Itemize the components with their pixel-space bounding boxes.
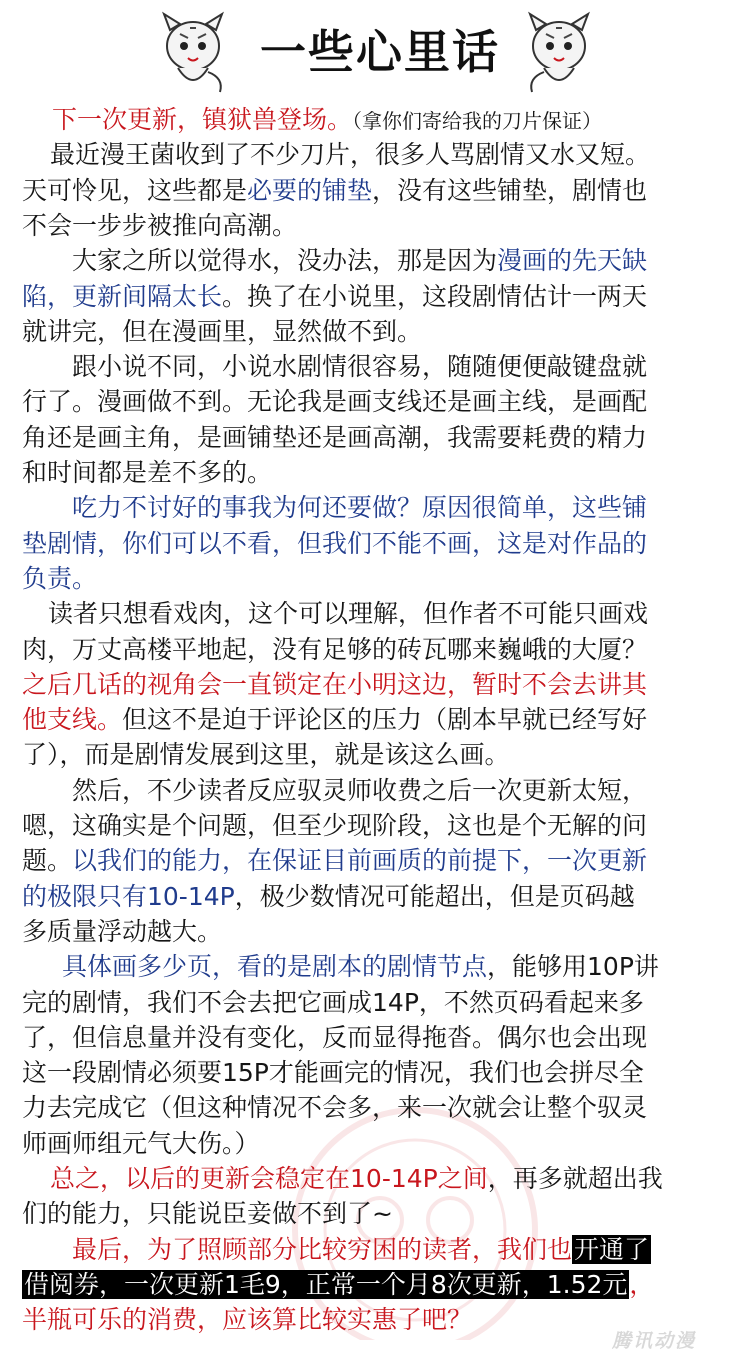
text-line [22,1018,647,1058]
text-segment: 角还是画主角，是画铺垫还是画高潮，我需要耗费的精力 [22,422,648,452]
text-line [72,1230,651,1270]
text-segment: 天可怜见，这些都是 [22,175,248,205]
text-segment: 跟小说不同，小说水剧情很容易，随随便便敲键盘就 [72,352,648,382]
text-segment: 他支线。 [22,705,123,735]
text-line [22,912,222,952]
text-segment: 大家之所以觉得水，没办法，那是因为 [72,246,498,276]
text-line [22,1053,644,1093]
text-line [22,841,647,881]
text-segment: 完的剧情，我们不会去把它画成14P，不然页码看起来多 [22,987,644,1017]
publisher-logo: 腾讯动漫 [612,1330,697,1352]
text-line [22,983,644,1023]
text-segment: ， [629,1269,655,1299]
text-segment: ，没有这些铺垫，剧情也 [372,175,648,205]
text-line [22,312,422,352]
text-line [22,1194,393,1234]
text-line [22,277,647,317]
text-line [50,1159,663,1199]
highlighted-text: 开通了 [574,1234,650,1264]
text-segment: 陷，更新间隔太长 [22,281,223,311]
text-line [72,241,647,281]
text-line [22,1265,654,1305]
text-line [22,735,510,775]
text-segment: 漫画的先天缺 [497,246,648,276]
text-segment: 但这不是迫于评论区的压力（剧本早就已经写好 [122,705,648,735]
text-line [22,418,647,458]
text-segment: 半瓶可乐的消费，应该算比较实惠了吧？ [22,1305,473,1335]
text-segment: 力去完成它（但这种情况不会多，来一次就会让整个驭灵 [22,1093,648,1123]
text-segment: 垫剧情，你们可以不看，但我们不能不画，这是对作品的 [22,528,648,558]
text-line [22,1124,260,1164]
text-segment: 然后，不少读者反应驭灵师收费之后一次更新太短， [72,775,648,805]
text-segment: 嗯，这确实是个问题，但至少现阶段，这也是个无解的问 [22,811,648,840]
text-line [22,806,647,846]
text-segment: 和时间都是差不多的。 [22,458,273,487]
text-line [22,1088,647,1128]
text-line [22,206,297,246]
text-line [72,771,647,811]
text-segment: 的极限只有10-14P [22,881,235,911]
text-segment: 最后，为了照顾部分比较穷困的读者，我们也 [72,1234,573,1264]
text-line [22,524,647,564]
text-line [22,665,647,705]
page-title: 一些心里话 [260,25,500,79]
text-line [22,382,647,422]
text-line [22,630,647,670]
text-segment: 吃力不讨好的事我为何还要做？原因很简单，这些铺 [72,493,648,523]
text-line [50,135,650,175]
text-segment: ，再多就超出我 [487,1164,663,1193]
text-segment: 必要的铺垫 [247,175,373,205]
text-segment: 具体画多少页，看的是剧本的剧情节点 [62,952,488,982]
text-segment: 肉，万丈高楼平地起，没有足够的砖瓦哪来巍峨的大厦？ [22,634,648,664]
text-segment: 读者只想看戏肉，这个可以理解，但作者不可能只画戏 [48,599,649,629]
text-segment: 多质量浮动越大。 [22,916,223,946]
highlighted-text: 借阅券，一次更新1毛9，正常一个月8次更新，1.52元 [24,1269,628,1299]
text-segment: 以我们的能力，在保证目前画质的前提下，一次更新 [72,846,648,876]
text-segment: 之后几话的视角会一直锁定在小明这边，暂时不会去讲其 [22,669,648,699]
text-line [52,100,602,140]
text-segment: 负责。 [22,563,98,593]
text-line [72,488,647,528]
text-segment: （拿你们寄给我的刀片保证） [352,109,603,133]
text-segment: 总之，以后的更新会稳定在10-14P之间 [50,1164,488,1193]
text-segment: 了），而是剧情发展到这里，就是该这么画。 [22,740,510,770]
text-segment: 行了。漫画做不到。无论我是画支线还是画主线，是画配 [22,387,648,417]
text-line [72,347,647,387]
text-line [22,700,647,740]
text-segment: 不会一步步被推向高潮。 [22,210,298,240]
white-tiger-mascot-icon [150,8,236,94]
text-line [22,453,272,493]
text-line [48,594,648,634]
white-tiger-mascot-icon [516,8,602,94]
text-line [22,559,97,599]
text-segment: 了，但信息量并没有变化，反而显得拖沓。偶尔也会出现 [22,1022,648,1052]
text-line [62,947,659,987]
text-line [22,171,647,211]
text-segment: 下一次更新，镇狱兽登场。 [52,105,353,134]
text-segment: ，能够用10P讲 [487,952,659,982]
text-segment: 这一段剧情必须要15P才能画完的情况，我们也会拼尽全 [22,1058,644,1088]
text-line [22,877,635,917]
text-segment: 最近漫王菌收到了不少刀片，很多人骂剧情又水又短。 [50,140,651,170]
text-segment: 师画师组元气大伤。） [22,1128,260,1158]
header [0,8,750,96]
text-segment: 们的能力，只能说臣妾做不到了~ [22,1199,393,1229]
text-line [22,1300,472,1340]
text-segment: 题。 [22,846,73,876]
text-segment: 。换了在小说里，这段剧情估计一两天 [222,281,648,311]
text-segment: ，极少数情况可能超出，但是页码越 [234,881,635,911]
text-segment: 就讲完，但在漫画里，显然做不到。 [22,316,423,346]
